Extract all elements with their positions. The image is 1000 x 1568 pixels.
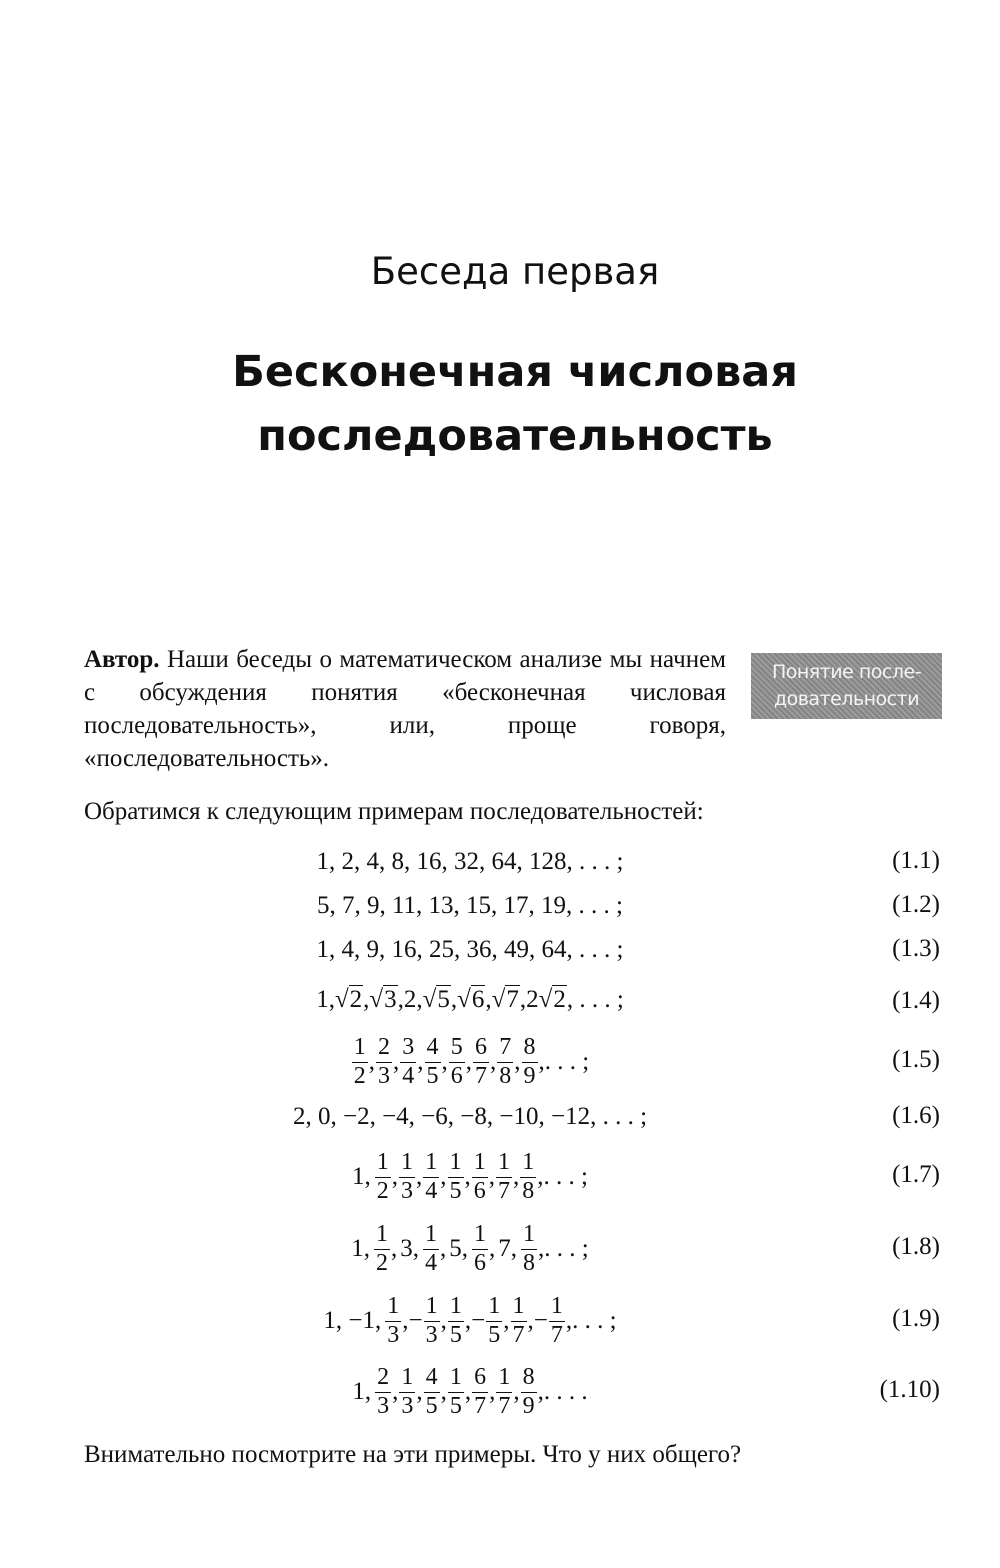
radical-sign: √ [491, 986, 506, 1013]
separator: , [490, 1048, 497, 1075]
fraction [352, 1035, 368, 1088]
fraction [522, 1035, 538, 1088]
denominator: 9 [522, 1392, 535, 1419]
intro-paragraph [84, 643, 726, 775]
separator: , [417, 1048, 424, 1075]
numerator: 8 [522, 1035, 538, 1062]
minus-sign: − [408, 1307, 423, 1334]
separator: , [397, 986, 404, 1013]
fraction [423, 1222, 439, 1275]
numerator: 2 [375, 1365, 391, 1392]
fraction [472, 1222, 488, 1275]
numerator: 1 [399, 1365, 415, 1392]
numerator: 1 [423, 1222, 439, 1249]
term: 5, [449, 1235, 469, 1262]
fraction [497, 1035, 513, 1088]
denominator: 2 [376, 1249, 389, 1276]
separator: , [368, 1048, 376, 1075]
fraction [448, 1150, 464, 1203]
term: 1, [351, 1235, 371, 1262]
numerator: 1 [549, 1294, 565, 1321]
numerator: 1 [423, 1150, 439, 1177]
denominator: 3 [378, 1062, 391, 1089]
term: 1, [352, 1378, 372, 1405]
denominator: 6 [474, 1249, 487, 1276]
separator: , [503, 1307, 510, 1334]
denominator: 4 [425, 1249, 438, 1276]
denominator: 3 [401, 1392, 414, 1419]
numerator: 4 [425, 1035, 441, 1062]
equation-number: (1.3) [892, 935, 940, 962]
fraction [449, 1035, 465, 1088]
separator: , [392, 1378, 399, 1405]
sqrt-term [335, 986, 363, 1014]
equation-1-9 [230, 1286, 710, 1356]
numerator: 1 [375, 1150, 391, 1177]
closing-question: Внимательно посмотрите на эти примеры. Что у них общего? [84, 1441, 742, 1468]
chapter-title-line-2: последовательность [257, 411, 773, 461]
separator: , [440, 1163, 447, 1190]
denominator: 7 [474, 1392, 487, 1419]
equation-body: 1, 2, 4, 8, 16, 32, 64, 128, . . . ; [316, 848, 624, 875]
separator: , [527, 1307, 534, 1334]
radicand: 6 [471, 986, 485, 1013]
numerator: 1 [385, 1294, 401, 1321]
numerator: 1 [448, 1294, 464, 1321]
separator: , [538, 1235, 545, 1262]
fraction [375, 1365, 391, 1418]
denominator: 2 [376, 1177, 389, 1204]
denominator: 5 [488, 1321, 501, 1348]
radicand: 2 [553, 986, 566, 1013]
fraction [400, 1035, 416, 1088]
fraction [472, 1150, 488, 1203]
intro-text: Наши беседы о математическом анализе мы начнем с обсуждения понятия «бесконечная числовая последовательность», или, проще говоря, «последовательность». [84, 646, 726, 772]
coefficient: 2 [526, 986, 539, 1013]
equation-number: (1.7) [892, 1161, 940, 1188]
separator: , [440, 1378, 447, 1405]
numerator: 1 [496, 1150, 512, 1177]
fraction [473, 1035, 489, 1088]
equation-1-8 [230, 1214, 710, 1284]
separator: , [464, 1307, 472, 1334]
margin-note-line-2: довательности [773, 688, 920, 710]
equation-number: (1.4) [892, 987, 940, 1014]
denominator: 7 [498, 1392, 511, 1419]
radical-sign: √ [422, 986, 437, 1013]
fraction [385, 1294, 401, 1347]
equation-body: 1, 4, 9, 16, 25, 36, 49, 64, . . . ; [316, 936, 624, 963]
numerator: 2 [376, 1035, 392, 1062]
numerator: 1 [486, 1294, 502, 1321]
radicand: 5 [437, 986, 450, 1013]
denominator: 3 [377, 1392, 390, 1419]
equation-body: 2, 0, −2, −4, −6, −8, −10, −12, . . . ; [292, 1103, 648, 1130]
fraction [486, 1294, 502, 1347]
separator: , [538, 1048, 545, 1075]
separator: , [416, 1163, 423, 1190]
fraction [374, 1222, 390, 1275]
ellipsis: , . . . ; [566, 986, 624, 1013]
denominator: 8 [499, 1062, 512, 1089]
separator: , [514, 1048, 521, 1075]
equation-1-4 [230, 980, 710, 1020]
separator: , [513, 1163, 520, 1190]
radicand: 3 [384, 986, 397, 1013]
fraction [521, 1365, 537, 1418]
fraction [399, 1365, 415, 1418]
term: 1, [316, 986, 335, 1013]
denominator: 3 [425, 1321, 438, 1348]
separator: , [416, 986, 423, 1013]
numerator: 6 [472, 1365, 488, 1392]
separator: , [450, 986, 458, 1013]
denominator: 7 [498, 1177, 511, 1204]
fraction [549, 1294, 565, 1347]
radicand: 2 [349, 986, 363, 1013]
fraction [423, 1150, 439, 1203]
radicand: 7 [506, 986, 519, 1013]
equation-number: (1.5) [892, 1046, 940, 1073]
ellipsis: . . . ; [572, 1307, 617, 1334]
sqrt-term [457, 986, 485, 1014]
chapter-label: Беседа первая [370, 250, 660, 293]
numerator: 1 [352, 1035, 368, 1062]
term: 7, [498, 1235, 518, 1262]
term: 1, −1, [323, 1307, 382, 1334]
numerator: 1 [511, 1294, 527, 1321]
separator: , [464, 1378, 472, 1405]
separator: , [489, 1235, 496, 1262]
equation-number: (1.6) [892, 1102, 940, 1129]
fraction [511, 1294, 527, 1347]
separator: , [488, 1163, 496, 1190]
numerator: 1 [520, 1150, 536, 1177]
denominator: 5 [426, 1062, 439, 1089]
equation-number: (1.9) [892, 1305, 940, 1332]
numerator: 1 [521, 1222, 537, 1249]
numerator: 8 [521, 1365, 537, 1392]
chapter-title [0, 340, 1000, 468]
numerator: 1 [496, 1365, 512, 1392]
denominator: 4 [425, 1177, 438, 1204]
denominator: 9 [523, 1062, 536, 1089]
separator: , [402, 1307, 409, 1334]
denominator: 7 [550, 1321, 563, 1348]
equation-1-2 [230, 889, 710, 923]
separator: , [537, 1378, 544, 1405]
equation-number: (1.10) [879, 1376, 940, 1403]
numerator: 1 [374, 1222, 390, 1249]
separator: , [416, 1378, 423, 1405]
minus-sign: − [471, 1307, 486, 1334]
ellipsis: . . . ; [543, 1163, 588, 1190]
radical-sign: √ [457, 986, 471, 1013]
fraction [399, 1150, 415, 1203]
fraction [496, 1365, 512, 1418]
margin-note-line-1: Понятие после- [771, 661, 922, 683]
fraction [520, 1150, 536, 1203]
term: 2 [403, 986, 417, 1013]
denominator: 8 [523, 1249, 536, 1276]
denominator: 2 [353, 1062, 366, 1089]
denominator: 7 [512, 1321, 525, 1348]
fraction [424, 1365, 440, 1418]
separator: , [485, 986, 492, 1013]
fraction [521, 1222, 537, 1275]
separator: , [440, 1307, 447, 1334]
fraction [424, 1294, 440, 1347]
equation-1-7 [230, 1142, 710, 1212]
ellipsis: . . . ; [544, 1235, 589, 1262]
ellipsis: . . . . [543, 1378, 588, 1405]
lead-sentence: Обратимся к следующим примерам последовательностей: [84, 798, 704, 825]
term: 1, [352, 1163, 371, 1190]
numerator: 5 [449, 1035, 465, 1062]
separator: , [519, 986, 527, 1013]
speaker-label: Автор. [84, 646, 160, 673]
separator: , [393, 1048, 400, 1075]
numerator: 3 [400, 1035, 416, 1062]
numerator: 7 [497, 1035, 513, 1062]
separator: , [565, 1307, 573, 1334]
separator: , [391, 1163, 399, 1190]
numerator: 1 [472, 1150, 488, 1177]
separator: , [489, 1378, 496, 1405]
numerator: 1 [424, 1294, 440, 1321]
equation-1-6 [230, 1100, 710, 1134]
numerator: 4 [424, 1365, 440, 1392]
radical-sign: √ [369, 986, 384, 1013]
separator: , [391, 1235, 398, 1262]
equation-body: 5, 7, 9, 11, 13, 15, 17, 19, . . . ; [316, 892, 624, 919]
separator: , [440, 1235, 447, 1262]
term: 3, [400, 1235, 420, 1262]
sqrt-term [369, 986, 397, 1014]
radical-sign: √ [538, 986, 553, 1013]
denominator: 6 [450, 1062, 463, 1089]
separator: , [513, 1378, 520, 1405]
denominator: 7 [475, 1062, 488, 1089]
separator: , [464, 1163, 471, 1190]
numerator: 1 [448, 1365, 464, 1392]
denominator: 8 [522, 1177, 535, 1204]
numerator: 1 [472, 1222, 488, 1249]
numerator: 1 [448, 1150, 464, 1177]
separator: , [537, 1163, 544, 1190]
denominator: 5 [449, 1321, 462, 1348]
numerator: 6 [473, 1035, 489, 1062]
equation-1-3 [230, 933, 710, 967]
sqrt-term [539, 986, 567, 1014]
denominator: 4 [402, 1062, 415, 1089]
equation-number: (1.1) [892, 847, 940, 874]
denominator: 3 [401, 1177, 414, 1204]
denominator: 3 [387, 1321, 400, 1348]
fraction [448, 1294, 464, 1347]
chapter-title-line-1: Бесконечная числовая [232, 347, 798, 397]
equation-number: (1.8) [892, 1233, 940, 1260]
fraction [376, 1035, 392, 1088]
denominator: 6 [473, 1177, 486, 1204]
denominator: 5 [449, 1392, 462, 1419]
fraction [448, 1365, 464, 1418]
equation-1-10 [230, 1357, 710, 1427]
radical-sign: √ [334, 986, 349, 1013]
denominator: 5 [449, 1177, 462, 1204]
sqrt-term [423, 986, 451, 1014]
denominator: 5 [425, 1392, 438, 1419]
margin-note [751, 653, 942, 719]
separator: , [363, 986, 370, 1013]
numerator: 1 [399, 1150, 415, 1177]
minus-sign: − [533, 1307, 548, 1334]
sqrt-term [492, 986, 520, 1014]
equation-number: (1.2) [892, 891, 940, 918]
ellipsis: . . . ; [544, 1048, 590, 1075]
separator: , [441, 1048, 448, 1075]
fraction [425, 1035, 441, 1088]
equation-1-1 [230, 845, 710, 879]
fraction [472, 1365, 488, 1418]
equation-1-5 [230, 1027, 710, 1097]
fraction [496, 1150, 512, 1203]
fraction [375, 1150, 391, 1203]
separator: , [465, 1048, 473, 1075]
